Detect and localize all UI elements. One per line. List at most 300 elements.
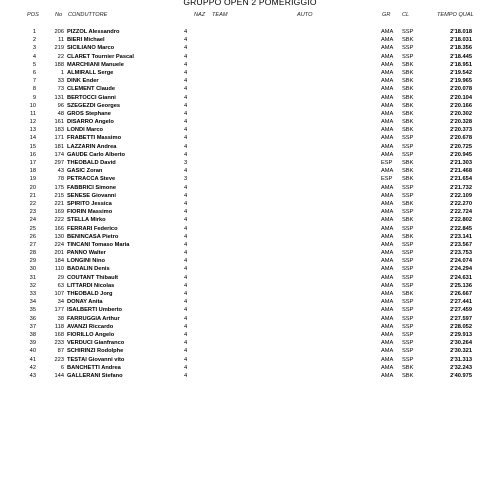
- table-row: [0, 315, 500, 323]
- cell-class: SSP: [402, 184, 414, 191]
- cell-pos: 22: [29, 200, 36, 207]
- table-row: [0, 225, 500, 233]
- cell-naz: 4: [184, 94, 188, 101]
- cell-number: 78: [57, 176, 64, 183]
- cell-class: SBK: [402, 37, 414, 44]
- cell-driver: GALLERANI Stefano: [67, 372, 123, 379]
- cell-driver: GAUDE Carlo Alberto: [67, 151, 125, 158]
- cell-time: 2'21.468: [450, 168, 472, 175]
- cell-class: SSP: [402, 241, 414, 248]
- cell-pos: 25: [29, 225, 36, 232]
- cell-pos: 3: [32, 45, 36, 52]
- cell-number: 184: [54, 258, 64, 265]
- cell-time: 2'19.965: [450, 78, 472, 85]
- cell-driver: THEOBALD David: [67, 160, 116, 166]
- table-row: [0, 134, 500, 142]
- cell-time: 2'22.845: [450, 225, 472, 232]
- cell-class: SSP: [402, 151, 414, 158]
- cell-driver: LONGINI Nino: [67, 258, 105, 265]
- table-row: [0, 85, 500, 93]
- cell-time: 2'18.018: [450, 29, 472, 35]
- cell-time: 2'25.136: [450, 282, 472, 289]
- cell-number: 224: [54, 241, 64, 248]
- page-title: GRUPPO OPEN 2 POMERIGGIO: [183, 0, 317, 7]
- cell-group: AMA: [381, 250, 394, 257]
- cell-pos: 6: [32, 69, 36, 76]
- cell-driver: SPIRITO Jessica: [67, 200, 112, 207]
- table-row: [0, 282, 500, 290]
- cell-pos: 29: [29, 258, 36, 265]
- results-table: [0, 28, 500, 380]
- cell-pos: 7: [32, 78, 36, 85]
- cell-number: 206: [54, 29, 64, 35]
- cell-pos: 24: [29, 217, 36, 224]
- cell-naz: 4: [184, 135, 188, 142]
- cell-number: 222: [54, 217, 64, 224]
- cell-group: AMA: [381, 299, 394, 306]
- table-row: [0, 372, 500, 380]
- header-pos: POS: [27, 12, 39, 18]
- cell-number: 183: [54, 127, 64, 134]
- cell-class: SSP: [402, 282, 414, 289]
- cell-number: 107: [54, 291, 64, 297]
- cell-number: 177: [54, 307, 64, 314]
- table-row: [0, 184, 500, 192]
- cell-driver: CLARET Tournier Pascal: [67, 53, 134, 60]
- cell-group: AMA: [381, 364, 394, 371]
- cell-class: SSP: [402, 356, 414, 363]
- cell-driver: PANNO Walter: [67, 250, 106, 257]
- table-row: [0, 347, 500, 355]
- cell-pos: 20: [29, 184, 36, 191]
- cell-class: SBK: [402, 160, 414, 166]
- table-row: [0, 118, 500, 126]
- cell-group: AMA: [381, 192, 394, 199]
- cell-pos: 26: [29, 233, 36, 240]
- cell-group: AMA: [381, 241, 394, 248]
- cell-pos: 21: [29, 192, 36, 199]
- cell-group: AMA: [381, 78, 394, 85]
- cell-group: AMA: [381, 127, 394, 134]
- cell-pos: 43: [29, 372, 36, 379]
- cell-driver: SICILIANO Marco: [67, 45, 115, 52]
- cell-group: AMA: [381, 69, 394, 76]
- cell-driver: VERDUCI Gianfranco: [67, 340, 125, 347]
- cell-time: 2'24.294: [450, 266, 472, 273]
- table-row: [0, 110, 500, 118]
- cell-naz: 4: [184, 192, 188, 199]
- cell-naz: 4: [184, 151, 188, 158]
- cell-pos: 42: [29, 364, 36, 371]
- cell-group: AMA: [381, 282, 394, 289]
- table-row: [0, 274, 500, 282]
- cell-time: 2'27.597: [450, 315, 472, 322]
- cell-number: 233: [54, 340, 64, 347]
- cell-naz: 4: [184, 119, 188, 126]
- cell-naz: 4: [184, 331, 188, 338]
- cell-driver: THEOBALD Jorg: [67, 291, 113, 297]
- cell-class: SSP: [402, 274, 414, 281]
- cell-class: SBK: [402, 217, 414, 224]
- cell-group: ESP: [381, 176, 393, 183]
- cell-naz: 4: [184, 372, 188, 379]
- cell-time: 2'20.725: [450, 143, 472, 150]
- cell-group: AMA: [381, 61, 394, 68]
- cell-class: SBK: [402, 78, 414, 85]
- cell-pos: 31: [29, 274, 36, 281]
- header-team: TEAM: [212, 12, 228, 18]
- table-row: [0, 77, 500, 85]
- cell-group: AMA: [381, 372, 394, 379]
- cell-group: AMA: [381, 110, 394, 117]
- cell-number: 33: [57, 78, 64, 85]
- cell-naz: 4: [184, 250, 188, 257]
- cell-naz: 4: [184, 299, 188, 306]
- cell-number: 1: [60, 69, 64, 76]
- cell-pos: 4: [32, 53, 36, 60]
- cell-time: 2'22.109: [450, 192, 472, 199]
- cell-time: 2'27.441: [450, 299, 472, 306]
- cell-number: 166: [54, 225, 64, 232]
- cell-group: AMA: [381, 274, 394, 281]
- cell-driver: ISALBERTI Umberto: [67, 307, 122, 314]
- cell-group: AMA: [381, 266, 394, 273]
- cell-time: 2'20.078: [450, 86, 472, 93]
- cell-class: SSP: [402, 209, 414, 216]
- table-row: [0, 28, 500, 36]
- cell-driver: DINK Ender: [67, 78, 99, 85]
- cell-driver: FERRARI Federico: [67, 225, 118, 232]
- cell-time: 2'22.802: [450, 217, 472, 224]
- cell-naz: 3: [184, 176, 188, 183]
- cell-driver: FRABETTI Massimo: [67, 135, 122, 142]
- cell-time: 2'18.031: [450, 37, 472, 44]
- cell-class: SBK: [402, 86, 414, 93]
- cell-pos: 1: [32, 29, 36, 35]
- cell-naz: 4: [184, 282, 188, 289]
- cell-number: 130: [54, 233, 64, 240]
- cell-pos: 41: [29, 356, 36, 363]
- cell-class: SBK: [402, 94, 414, 101]
- cell-naz: 4: [184, 53, 188, 60]
- cell-naz: 4: [184, 217, 188, 224]
- cell-time: 2'31.313: [450, 356, 472, 363]
- cell-number: 131: [54, 94, 64, 101]
- cell-pos: 37: [29, 323, 36, 330]
- cell-naz: 4: [184, 168, 188, 175]
- cell-class: SSP: [402, 53, 414, 60]
- cell-pos: 33: [29, 291, 36, 297]
- cell-naz: 4: [184, 143, 188, 150]
- cell-driver: MARCHIANI Manuele: [67, 61, 124, 68]
- cell-time: 2'21.303: [450, 160, 472, 166]
- cell-class: SBK: [402, 200, 414, 207]
- table-row: [0, 306, 500, 314]
- cell-time: 2'40.975: [450, 372, 472, 379]
- cell-number: 181: [54, 143, 64, 150]
- table-row: [0, 356, 500, 364]
- cell-driver: PIZZOL Alessandro: [67, 29, 120, 35]
- cell-group: AMA: [381, 151, 394, 158]
- cell-pos: 27: [29, 241, 36, 248]
- cell-naz: 4: [184, 86, 188, 93]
- cell-group: AMA: [381, 356, 394, 363]
- cell-class: SSP: [402, 315, 414, 322]
- table-row: [0, 249, 500, 257]
- header-auto: AUTO: [297, 12, 313, 18]
- cell-number: 87: [57, 348, 64, 355]
- cell-group: AMA: [381, 209, 394, 216]
- cell-driver: BERTOCCI Gianni: [67, 94, 116, 101]
- cell-pos: 32: [29, 282, 36, 289]
- cell-class: SBK: [402, 176, 414, 183]
- table-row: [0, 241, 500, 249]
- cell-group: AMA: [381, 86, 394, 93]
- cell-driver: AVANZI Riccardo: [67, 323, 114, 330]
- header-gr: GR: [382, 12, 391, 18]
- cell-pos: 35: [29, 307, 36, 314]
- cell-number: 174: [54, 151, 64, 158]
- cell-group: AMA: [381, 143, 394, 150]
- cell-group: AMA: [381, 45, 394, 52]
- cell-naz: 4: [184, 356, 188, 363]
- table-row: [0, 298, 500, 306]
- cell-driver: LONDI Marco: [67, 127, 104, 134]
- cell-class: SSP: [402, 331, 414, 338]
- cell-naz: 4: [184, 258, 188, 265]
- cell-naz: 4: [184, 61, 188, 68]
- cell-pos: 36: [29, 315, 36, 322]
- table-row: [0, 143, 500, 151]
- cell-class: SBK: [402, 119, 414, 126]
- cell-driver: SENESE Giovanni: [67, 192, 116, 199]
- table-row: [0, 290, 500, 298]
- cell-driver: STELLA Mirko: [67, 217, 106, 224]
- table-row: [0, 102, 500, 110]
- cell-pos: 2: [32, 37, 36, 44]
- cell-class: SBK: [402, 127, 414, 134]
- cell-pos: 14: [29, 135, 36, 142]
- table-row: [0, 94, 500, 102]
- table-row: [0, 44, 500, 52]
- table-row: [0, 265, 500, 273]
- cell-group: AMA: [381, 258, 394, 265]
- cell-group: AMA: [381, 225, 394, 232]
- cell-group: AMA: [381, 348, 394, 355]
- header-no: No: [55, 12, 63, 18]
- cell-class: SSP: [402, 225, 414, 232]
- cell-pos: 9: [32, 94, 36, 101]
- cell-naz: 4: [184, 225, 188, 232]
- cell-number: 11: [58, 37, 64, 44]
- cell-number: 171: [54, 135, 64, 142]
- cell-pos: 8: [32, 86, 36, 93]
- cell-group: AMA: [381, 168, 394, 175]
- cell-time: 2'20.166: [450, 102, 472, 109]
- cell-driver: FARRUGGIA Arthur: [67, 315, 120, 322]
- cell-driver: BIERI Michael: [67, 37, 105, 44]
- cell-class: SSP: [402, 258, 414, 265]
- cell-driver: SZEGEZDI Georges: [67, 102, 121, 109]
- cell-time: 2'24.631: [450, 274, 472, 281]
- cell-time: 2'26.667: [450, 291, 472, 297]
- cell-number: 201: [54, 250, 64, 257]
- cell-pos: 28: [29, 250, 36, 257]
- table-row: [0, 233, 500, 241]
- cell-number: 6: [60, 364, 64, 371]
- cell-group: AMA: [381, 323, 394, 330]
- cell-naz: 4: [184, 184, 188, 191]
- cell-number: 22: [57, 53, 64, 60]
- cell-class: SSP: [402, 266, 414, 273]
- cell-time: 2'22.724: [450, 209, 472, 216]
- cell-driver: BADALIN Denis: [67, 266, 110, 273]
- table-row: [0, 126, 500, 134]
- cell-number: 175: [54, 184, 64, 191]
- cell-group: AMA: [381, 94, 394, 101]
- cell-driver: SCHIRINZI Rodolphe: [67, 348, 124, 355]
- cell-pos: 19: [29, 176, 36, 183]
- cell-group: AMA: [381, 184, 394, 191]
- cell-class: SBK: [402, 102, 414, 109]
- cell-driver: LITTARDI Nicolas: [67, 282, 115, 289]
- cell-naz: 4: [184, 291, 188, 297]
- table-row: [0, 175, 500, 183]
- cell-class: SBK: [402, 110, 414, 117]
- cell-class: SSP: [402, 29, 414, 35]
- cell-naz: 4: [184, 45, 188, 52]
- cell-naz: 4: [184, 209, 188, 216]
- cell-time: 2'30.264: [450, 340, 472, 347]
- cell-driver: BANCHETTI Andrea: [67, 364, 121, 371]
- cell-number: 188: [54, 61, 64, 68]
- cell-time: 2'22.270: [450, 200, 472, 207]
- cell-driver: GROS Stephane: [67, 110, 111, 117]
- cell-time: 2'20.302: [450, 110, 472, 117]
- cell-group: AMA: [381, 291, 394, 297]
- cell-class: SBK: [402, 61, 414, 68]
- cell-time: 2'20.104: [450, 94, 472, 101]
- table-row: [0, 69, 500, 77]
- cell-number: 29: [57, 274, 64, 281]
- cell-pos: 39: [29, 340, 36, 347]
- table-row: [0, 36, 500, 44]
- cell-time: 2'19.542: [450, 69, 472, 76]
- cell-group: AMA: [381, 200, 394, 207]
- cell-class: SSP: [402, 299, 414, 306]
- table-row: [0, 208, 500, 216]
- table-row: [0, 257, 500, 265]
- cell-pos: 18: [29, 168, 36, 175]
- cell-driver: ALMIRALL Serge: [67, 69, 114, 76]
- cell-number: 215: [54, 192, 64, 199]
- table-header: [0, 12, 500, 21]
- cell-number: 221: [54, 200, 64, 207]
- cell-class: SSP: [402, 250, 414, 257]
- cell-group: AMA: [381, 233, 394, 240]
- cell-class: SSP: [402, 143, 414, 150]
- cell-driver: CLEMENT Claude: [67, 86, 116, 93]
- table-row: [0, 364, 500, 372]
- cell-time: 2'23.567: [450, 241, 472, 248]
- cell-time: 2'23.141: [450, 233, 472, 240]
- table-row: [0, 192, 500, 200]
- cell-naz: 4: [184, 29, 188, 35]
- cell-naz: 4: [184, 323, 188, 330]
- cell-naz: 4: [184, 340, 188, 347]
- cell-naz: 4: [184, 274, 188, 281]
- cell-pos: 12: [29, 119, 36, 126]
- header-driver: CONDUTTORE: [68, 12, 108, 18]
- cell-number: 43: [57, 168, 64, 175]
- header-naz: NAZ: [194, 12, 206, 18]
- cell-time: 2'28.052: [450, 323, 472, 330]
- cell-class: SBK: [402, 291, 414, 297]
- cell-time: 2'18.356: [450, 45, 472, 52]
- header-cl: CL: [402, 12, 410, 18]
- cell-pos: 30: [29, 266, 36, 273]
- cell-pos: 5: [32, 61, 36, 68]
- cell-time: 2'29.913: [450, 331, 472, 338]
- cell-class: SSP: [402, 348, 414, 355]
- cell-driver: LAZZARIN Andrea: [67, 143, 117, 150]
- cell-number: 161: [54, 119, 64, 126]
- cell-time: 2'23.753: [450, 250, 472, 257]
- cell-number: 223: [54, 356, 64, 363]
- cell-number: 96: [57, 102, 64, 109]
- cell-number: 219: [54, 45, 64, 52]
- cell-number: 168: [54, 331, 64, 338]
- table-row: [0, 200, 500, 208]
- table-row: [0, 159, 500, 167]
- cell-class: SBK: [402, 168, 414, 175]
- cell-class: SSP: [402, 192, 414, 199]
- cell-number: 144: [54, 372, 64, 379]
- cell-naz: 4: [184, 364, 188, 371]
- cell-number: 63: [57, 282, 64, 289]
- header-time: TEMPO QUAL: [437, 12, 474, 18]
- table-row: [0, 167, 500, 175]
- cell-naz: 4: [184, 69, 188, 76]
- cell-group: AMA: [381, 315, 394, 322]
- cell-class: SSP: [402, 323, 414, 330]
- cell-driver: TESTAI Giovanni vito: [67, 356, 125, 363]
- cell-driver: TINCANI Tomaso Maria: [67, 241, 130, 248]
- cell-group: AMA: [381, 135, 394, 142]
- table-row: [0, 216, 500, 224]
- cell-naz: 4: [184, 78, 188, 85]
- cell-number: 73: [57, 86, 64, 93]
- cell-group: AMA: [381, 37, 394, 44]
- cell-class: SSP: [402, 340, 414, 347]
- cell-class: SBK: [402, 233, 414, 240]
- cell-pos: 16: [29, 151, 36, 158]
- cell-naz: 4: [184, 348, 188, 355]
- cell-naz: 4: [184, 110, 188, 117]
- table-row: [0, 339, 500, 347]
- cell-group: AMA: [381, 102, 394, 109]
- cell-class: SSP: [402, 45, 414, 52]
- cell-group: AMA: [381, 53, 394, 60]
- cell-driver: FIORIN Massimo: [67, 209, 113, 216]
- cell-group: AMA: [381, 29, 394, 35]
- cell-naz: 4: [184, 102, 188, 109]
- cell-time: 2'21.654: [450, 176, 472, 183]
- cell-time: 2'20.945: [450, 151, 472, 158]
- cell-time: 2'18.951: [450, 61, 472, 68]
- cell-number: 48: [57, 110, 64, 117]
- cell-time: 2'24.074: [450, 258, 472, 265]
